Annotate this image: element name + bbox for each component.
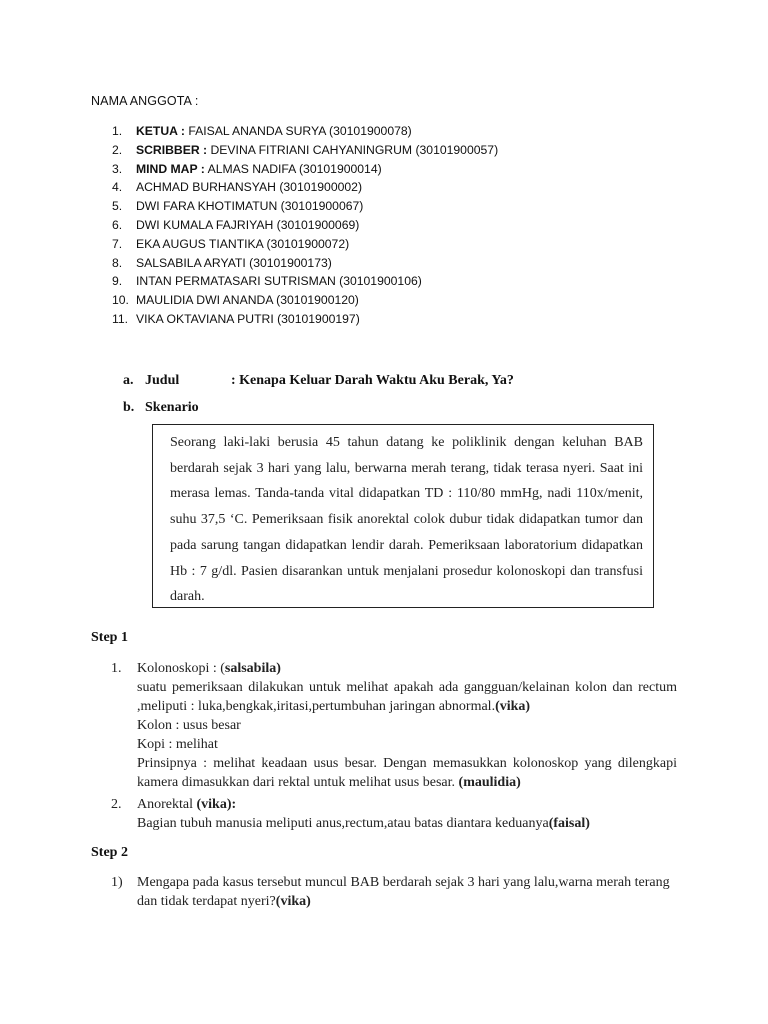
scenario-text: Seorang laki-laki berusia 45 tahun datang ke poliklinik dengan keluhan BAB berdarah sejak 3 hari yang lalu, berwarna merah terang, tidak terasa nyeri. Saat ini merasa lemas. Tanda-tanda vital didapatkan TD : 110/80 mmHg, nadi 110x/menit, suhu 37,5 ‘C. Pemeriksaan fisik anorektal colok dubur tidak didapatkan tumor dan pada sarung tangan didapatkan lendir darah. Pemeriksaan laboratorium didapatkan Hb : 7 g/dl. Pasien disarankan untuk menjalani prosedur kolonoskopi dan transfusi darah. xyxy=(170,435,643,605)
anorektal-definition-author: (faisal) xyxy=(548,816,590,831)
step1-item-anorektal xyxy=(111,795,677,833)
member-item xyxy=(112,310,498,329)
skenario-letter: b. xyxy=(123,400,135,415)
member-number: 7. xyxy=(112,236,123,251)
member-number: 3. xyxy=(112,161,123,176)
member-name: INTAN PERMATASARI SUTRISMAN (30101900106) xyxy=(136,274,422,289)
member-role: KETUA : xyxy=(136,124,185,138)
member-role: MIND MAP : xyxy=(136,161,205,176)
member-number: 5. xyxy=(112,199,123,214)
step2-item1-marker: 1) xyxy=(111,875,123,890)
kolonoskopi-title-author: salsabila) xyxy=(224,661,281,676)
step2-item-question xyxy=(111,873,677,911)
member-item xyxy=(112,160,498,179)
prinsip-author: (maulidia) xyxy=(458,775,521,790)
member-item xyxy=(112,291,498,310)
member-name: ACHMAD BURHANSYAH (30101900002) xyxy=(136,180,363,195)
kolonoskopi-definition-author: (vika) xyxy=(495,699,531,714)
member-name: VIKA OKTAVIANA PUTRI (30101900197) xyxy=(136,311,360,326)
members-list xyxy=(112,122,498,329)
member-item xyxy=(112,141,498,160)
anorektal-title-text: Anorektal xyxy=(137,797,193,812)
kopi-line: Kopi : melihat xyxy=(137,737,218,752)
member-item xyxy=(112,272,498,291)
step1-item2-marker: 2. xyxy=(111,797,122,812)
member-role: SCRIBBER : xyxy=(136,142,208,157)
step1-item-kolonoskopi xyxy=(111,659,677,792)
kolon-line: Kolon : usus besar xyxy=(137,718,241,733)
member-name: ALMAS NADIFA (30101900014) xyxy=(207,161,382,176)
member-name: FAISAL ANANDA SURYA (30101900078) xyxy=(188,124,412,138)
step1-item1-marker: 1. xyxy=(111,661,122,676)
member-name: DWI FARA KHOTIMATUN (30101900067) xyxy=(136,199,364,214)
member-name: MAULIDIA DWI ANANDA (30101900120) xyxy=(136,293,359,308)
kolonoskopi-title-text: Kolonoskopi : ( xyxy=(137,661,225,676)
judul-value: : Kenapa Keluar Darah Waktu Aku Berak, Ya? xyxy=(231,373,514,388)
member-item xyxy=(112,197,498,216)
member-item xyxy=(112,254,498,273)
judul-line xyxy=(123,373,514,389)
anorektal-title-author: (vika): xyxy=(196,797,237,812)
prinsip-text: Prinsipnya : melihat keadaan usus besar. Dengan memasukkan kolonoskop yang dilengkapi kamera dimasukkan dari rektal untuk melihat usus besar. xyxy=(137,756,677,790)
step2-question-text: Mengapa pada kasus tersebut muncul BAB berdarah sejak 3 hari yang lalu,warna merah terang dan tidak terdapat nyeri? xyxy=(137,875,670,909)
member-number: 4. xyxy=(112,180,123,195)
member-item xyxy=(112,235,498,254)
step2-heading: Step 2 xyxy=(91,845,128,860)
member-name: DWI KUMALA FAJRIYAH (30101900069) xyxy=(136,217,360,232)
member-number: 11. xyxy=(112,311,129,326)
step2-question-author: (vika) xyxy=(275,894,311,909)
member-number: 8. xyxy=(112,255,123,270)
kolonoskopi-definition xyxy=(137,678,677,716)
scenario-box xyxy=(152,424,654,608)
skenario-line xyxy=(123,400,199,416)
skenario-label: Skenario xyxy=(145,400,199,415)
step2-question xyxy=(137,873,677,911)
member-number: 10. xyxy=(112,293,129,308)
member-number: 9. xyxy=(112,274,123,289)
member-item xyxy=(112,216,498,235)
member-name: EKA AUGUS TIANTIKA (30101900072) xyxy=(136,236,350,251)
anorektal-definition xyxy=(137,814,677,833)
member-number: 6. xyxy=(112,217,123,232)
judul-letter: a. xyxy=(123,373,134,388)
member-name: DEVINA FITRIANI CAHYANINGRUM (30101900057) xyxy=(210,142,499,157)
anorektal-title xyxy=(137,795,677,814)
anorektal-definition-text: Bagian tubuh manusia meliputi anus,rectum,atau batas diantara keduanya xyxy=(137,816,549,831)
kolonoskopi-definition-text: suatu pemeriksaan dilakukan untuk melihat apakah ada gangguan/kelainan kolon dan rectum ,meliputi : luka,bengkak,iritasi,pertumbuhan jaringan abnormal. xyxy=(137,680,677,714)
prinsip-paragraph xyxy=(137,754,677,792)
judul-label: Judul xyxy=(145,373,180,388)
member-item xyxy=(112,122,498,141)
members-heading: NAMA ANGGOTA : xyxy=(91,94,199,108)
step1-heading: Step 1 xyxy=(91,630,128,645)
member-name: SALSABILA ARYATI (30101900173) xyxy=(136,255,332,270)
member-number: 2. xyxy=(112,142,123,157)
member-number: 1. xyxy=(112,124,123,138)
kolonoskopi-title xyxy=(137,659,677,678)
member-item xyxy=(112,178,498,197)
